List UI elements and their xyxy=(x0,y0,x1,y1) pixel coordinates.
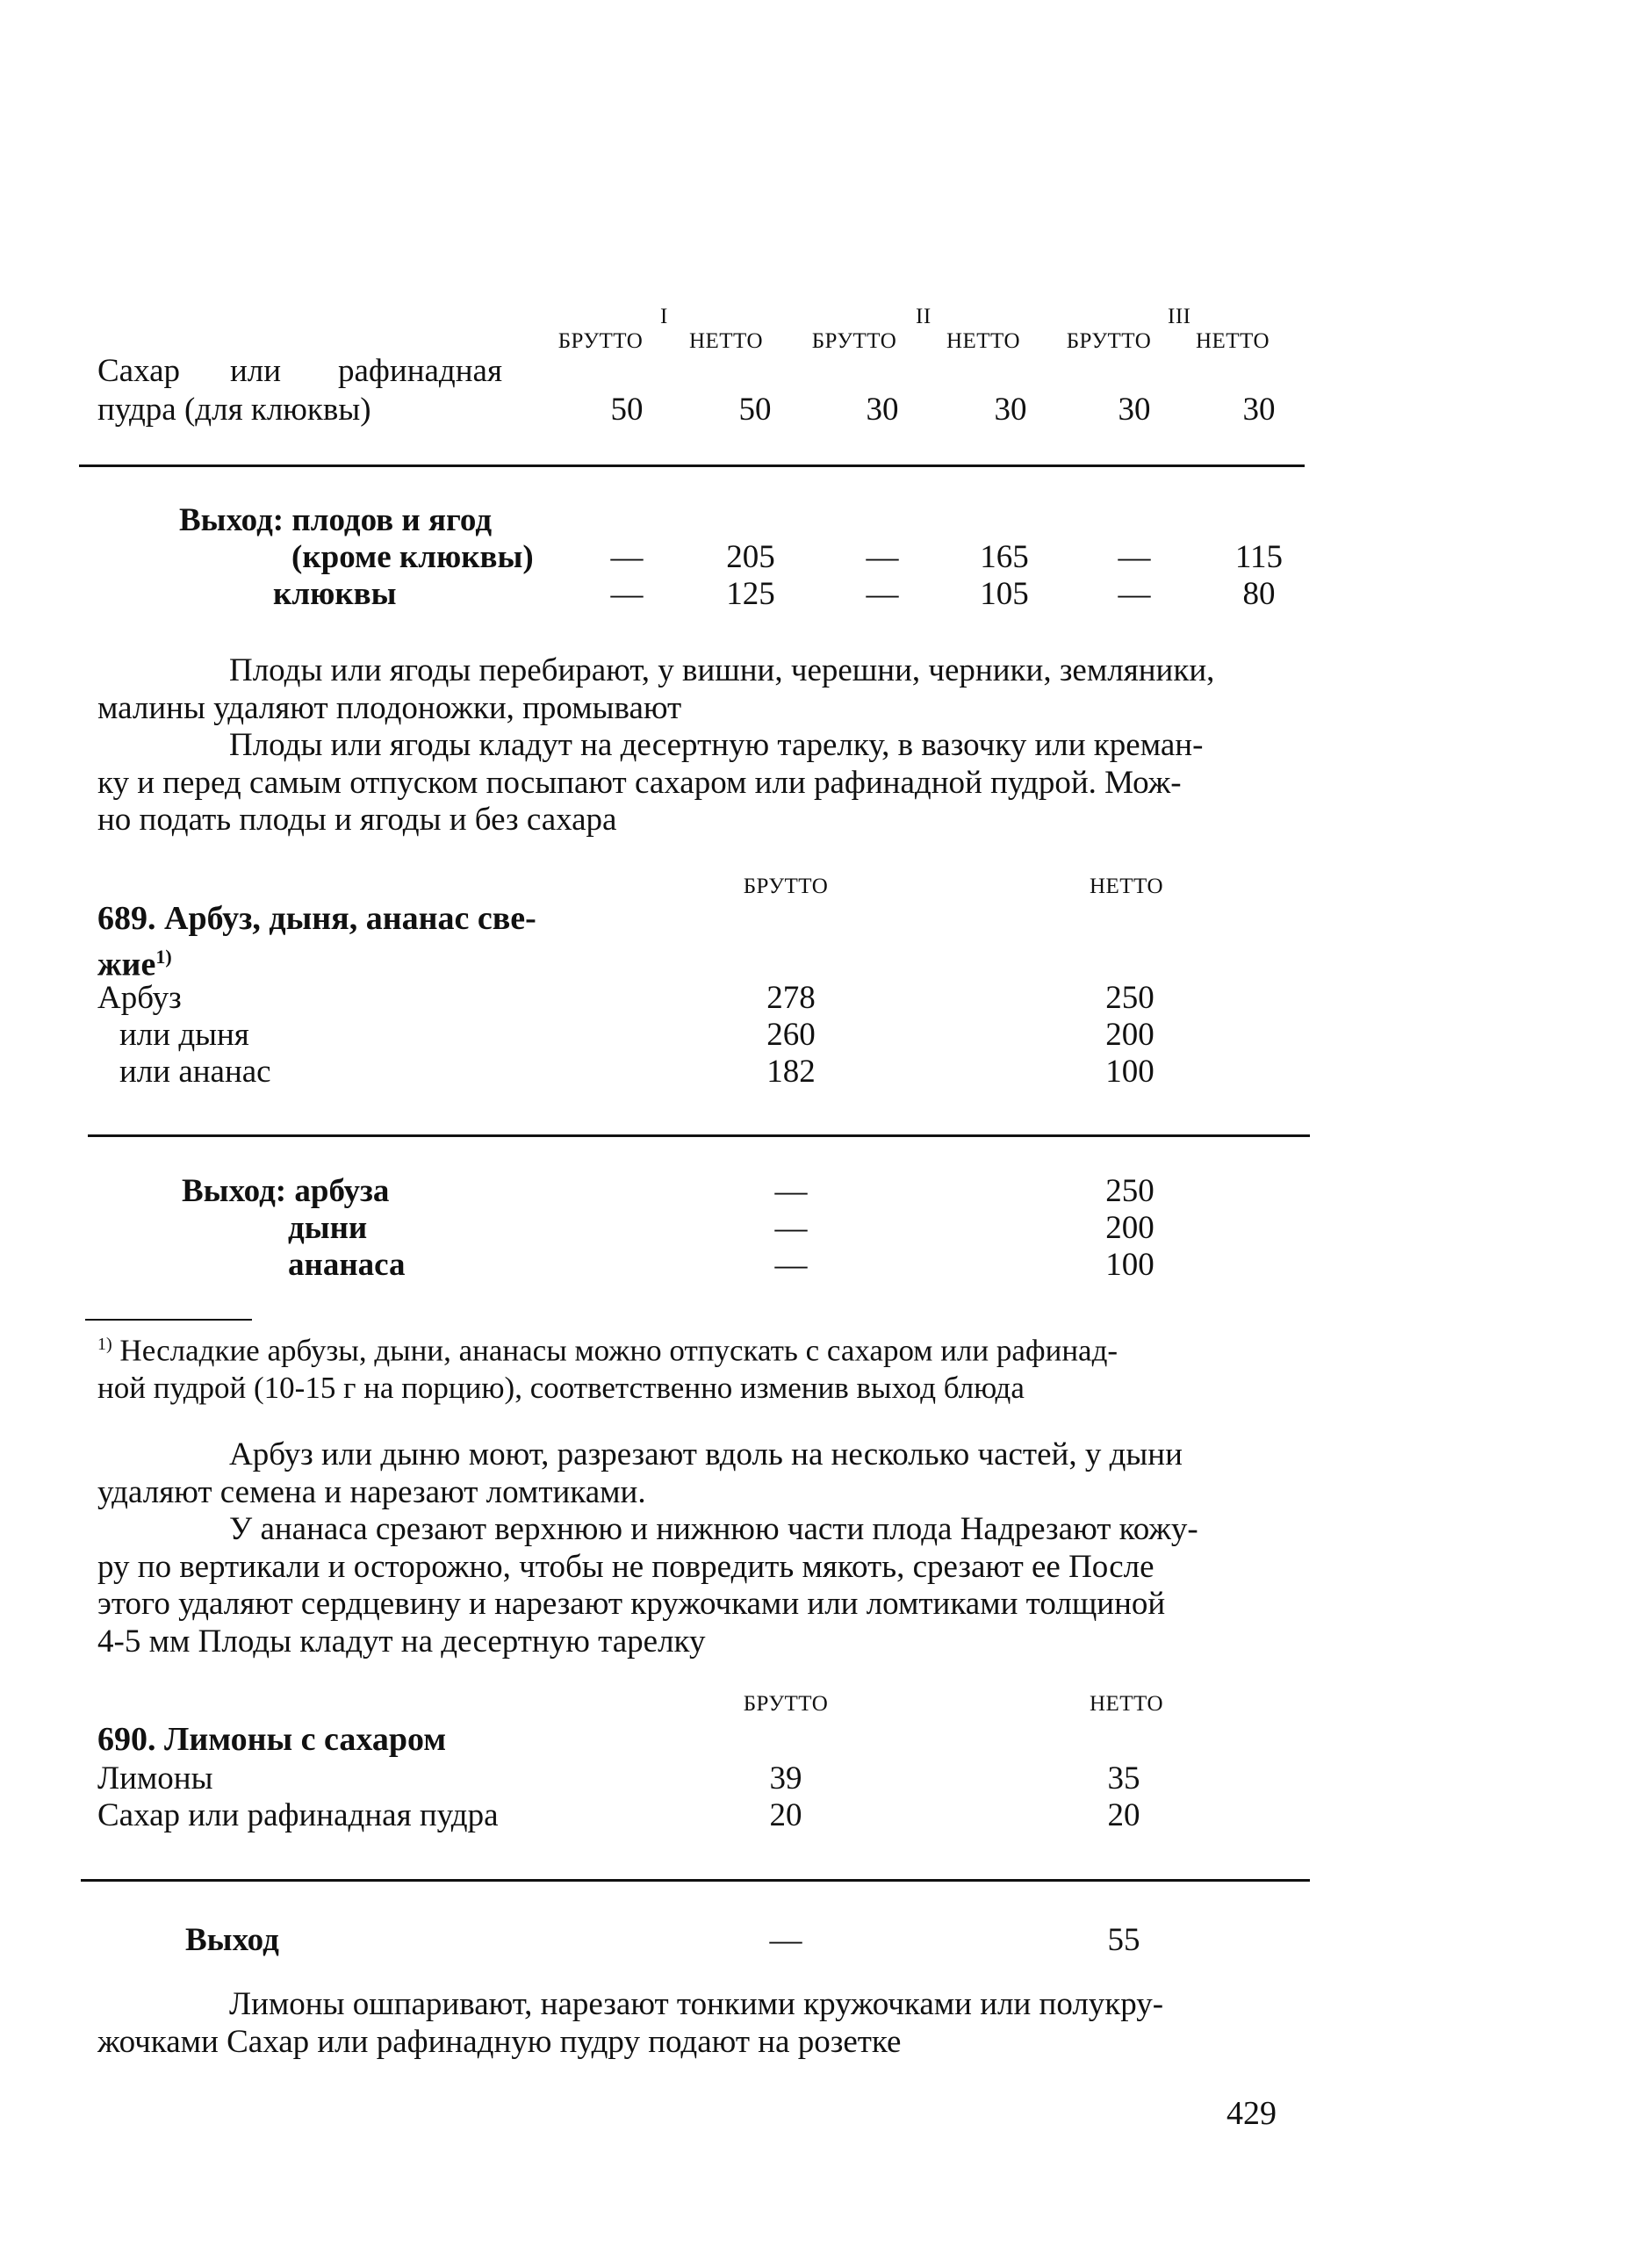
text-line: ру по вертикали и осторожно, чтобы не повредить мякоть, срезают ее После xyxy=(97,1548,1154,1585)
cell: 55 xyxy=(1107,1922,1140,1958)
row-label-word: или xyxy=(230,353,282,389)
cell: 278 xyxy=(766,980,816,1016)
ingredient-name: или ананас xyxy=(119,1054,271,1090)
footnote-ref: 1) xyxy=(155,946,172,968)
recipe-title: 689. Арбуз, дыня, ананас све- xyxy=(97,900,536,937)
cell: 30 xyxy=(994,392,1027,428)
cell: 205 xyxy=(726,539,775,575)
text-line: У ананаса срезают верхнюю и нижнюю части плода Надрезают кожу- xyxy=(229,1511,1198,1547)
output-label: (кроме клюквы) xyxy=(291,539,534,575)
cell: 100 xyxy=(1105,1247,1154,1283)
page-number: 429 xyxy=(1226,2095,1277,2132)
output-label: клюквы xyxy=(273,576,397,612)
text-line: этого удаляют сердцевину и нарезают кружочками или ломтиками толщиной xyxy=(97,1586,1166,1622)
cell: 200 xyxy=(1105,1017,1154,1053)
cell: — xyxy=(1118,576,1151,612)
row-label-line2: пудра (для клюквы) xyxy=(97,392,371,428)
text-line: удаляют семена и нарезают ломтиками. xyxy=(97,1473,646,1510)
instructions-paragraph xyxy=(97,1986,1284,2061)
group-label-3: III xyxy=(1168,305,1191,328)
cell: 250 xyxy=(1105,980,1154,1016)
output-label: дыни xyxy=(288,1210,368,1246)
footnote-rule xyxy=(85,1319,252,1321)
footnote xyxy=(97,1326,1284,1408)
instructions-paragraph xyxy=(97,1436,1284,1660)
text-line: Арбуз или дыню моют, разрезают вдоль на несколько частей, у дыни xyxy=(229,1436,1183,1472)
cell: — xyxy=(610,539,644,575)
col-header-brutto: БРУТТО xyxy=(743,875,829,898)
output-label: Выход: плодов и ягод xyxy=(179,502,493,538)
cell: 39 xyxy=(769,1760,802,1796)
group-label-1: I xyxy=(660,305,668,328)
cell: 165 xyxy=(980,539,1029,575)
col-header-netto-3: НЕТТО xyxy=(1195,329,1270,353)
divider xyxy=(88,1134,1310,1137)
cell: — xyxy=(866,576,899,612)
cell: 30 xyxy=(1242,392,1276,428)
group-label-2: II xyxy=(916,305,931,328)
cell: 20 xyxy=(1107,1797,1140,1833)
col-header-brutto: БРУТТО xyxy=(743,1692,829,1716)
col-header-netto: НЕТТО xyxy=(1089,875,1164,898)
instructions-paragraph xyxy=(97,652,1284,839)
cell: 50 xyxy=(610,392,644,428)
cell: 80 xyxy=(1242,576,1276,612)
col-header-netto-2: НЕТТО xyxy=(946,329,1021,353)
cell: 125 xyxy=(726,576,775,612)
text-line: Несладкие арбузы, дыни, ананасы можно отпускать с сахаром или рафинад- xyxy=(119,1333,1119,1368)
cell: 35 xyxy=(1107,1760,1140,1796)
text-line: Плоды или ягоды перебирают, у вишни, черешни, черники, земляники, xyxy=(229,652,1215,688)
cell: 30 xyxy=(866,392,899,428)
cell: — xyxy=(774,1247,808,1283)
recipe-title-cont: жие$^{1)}$ xyxy=(97,946,172,983)
text-line: но подать плоды и ягоды и без сахара xyxy=(97,802,617,838)
text-line: ку и перед самым отпуском посыпают сахаром или рафинадной пудрой. Мож- xyxy=(97,764,1182,801)
col-header-brutto-3: БРУТТО xyxy=(1066,329,1152,353)
text-line: Плоды или ягоды кладут на десертную тарелку, в вазочку или креман- xyxy=(229,727,1204,763)
text-line: жочками Сахар или рафинадную пудру подают на розетке xyxy=(97,2023,902,2060)
divider xyxy=(79,464,1305,467)
cell: 50 xyxy=(738,392,772,428)
cell: — xyxy=(769,1922,802,1958)
recipe-title: 690. Лимоны с сахаром xyxy=(97,1721,447,1758)
cell: 182 xyxy=(766,1054,816,1090)
col-header-netto-1: НЕТТО xyxy=(688,329,764,353)
cell: 100 xyxy=(1105,1054,1154,1090)
footnote-mark: 1) xyxy=(97,1335,112,1354)
cell: — xyxy=(774,1210,808,1246)
cell: 260 xyxy=(766,1017,816,1053)
cell: — xyxy=(866,539,899,575)
cell: — xyxy=(1118,539,1151,575)
cell: — xyxy=(610,576,644,612)
row-label-word: Сахар xyxy=(97,353,181,389)
row-label-word: рафинадная xyxy=(338,353,502,389)
output-label: ананаса xyxy=(288,1247,406,1283)
text-line: Лимоны ошпаривают, нарезают тонкими кружочками или полукру- xyxy=(229,1986,1164,2022)
text-line: 4-5 мм Плоды кладут на десертную тарелку xyxy=(97,1623,706,1660)
cell: 30 xyxy=(1118,392,1151,428)
text-line: малины удаляют плодоножки, промывают xyxy=(97,689,682,726)
cell: — xyxy=(774,1173,808,1209)
ingredient-name: Лимоны xyxy=(97,1760,213,1796)
cell: 20 xyxy=(769,1797,802,1833)
text-line: ной пудрой (10-15 г на порцию), соответственно изменив выход блюда xyxy=(97,1371,1025,1406)
cell: 115 xyxy=(1234,539,1284,575)
cell: 105 xyxy=(980,576,1029,612)
output-label: Выход: арбуза xyxy=(182,1173,390,1209)
output-label: Выход xyxy=(185,1922,279,1958)
cell: 200 xyxy=(1105,1210,1154,1246)
col-header-netto: НЕТТО xyxy=(1089,1692,1164,1716)
ingredient-name: Арбуз xyxy=(97,980,182,1016)
divider xyxy=(81,1879,1310,1882)
cell: 250 xyxy=(1105,1173,1154,1209)
col-header-brutto-1: БРУТТО xyxy=(557,329,644,353)
ingredient-name: Сахар или рафинадная пудра xyxy=(97,1797,499,1833)
col-header-brutto-2: БРУТТО xyxy=(811,329,897,353)
ingredient-name: или дыня xyxy=(119,1017,249,1053)
